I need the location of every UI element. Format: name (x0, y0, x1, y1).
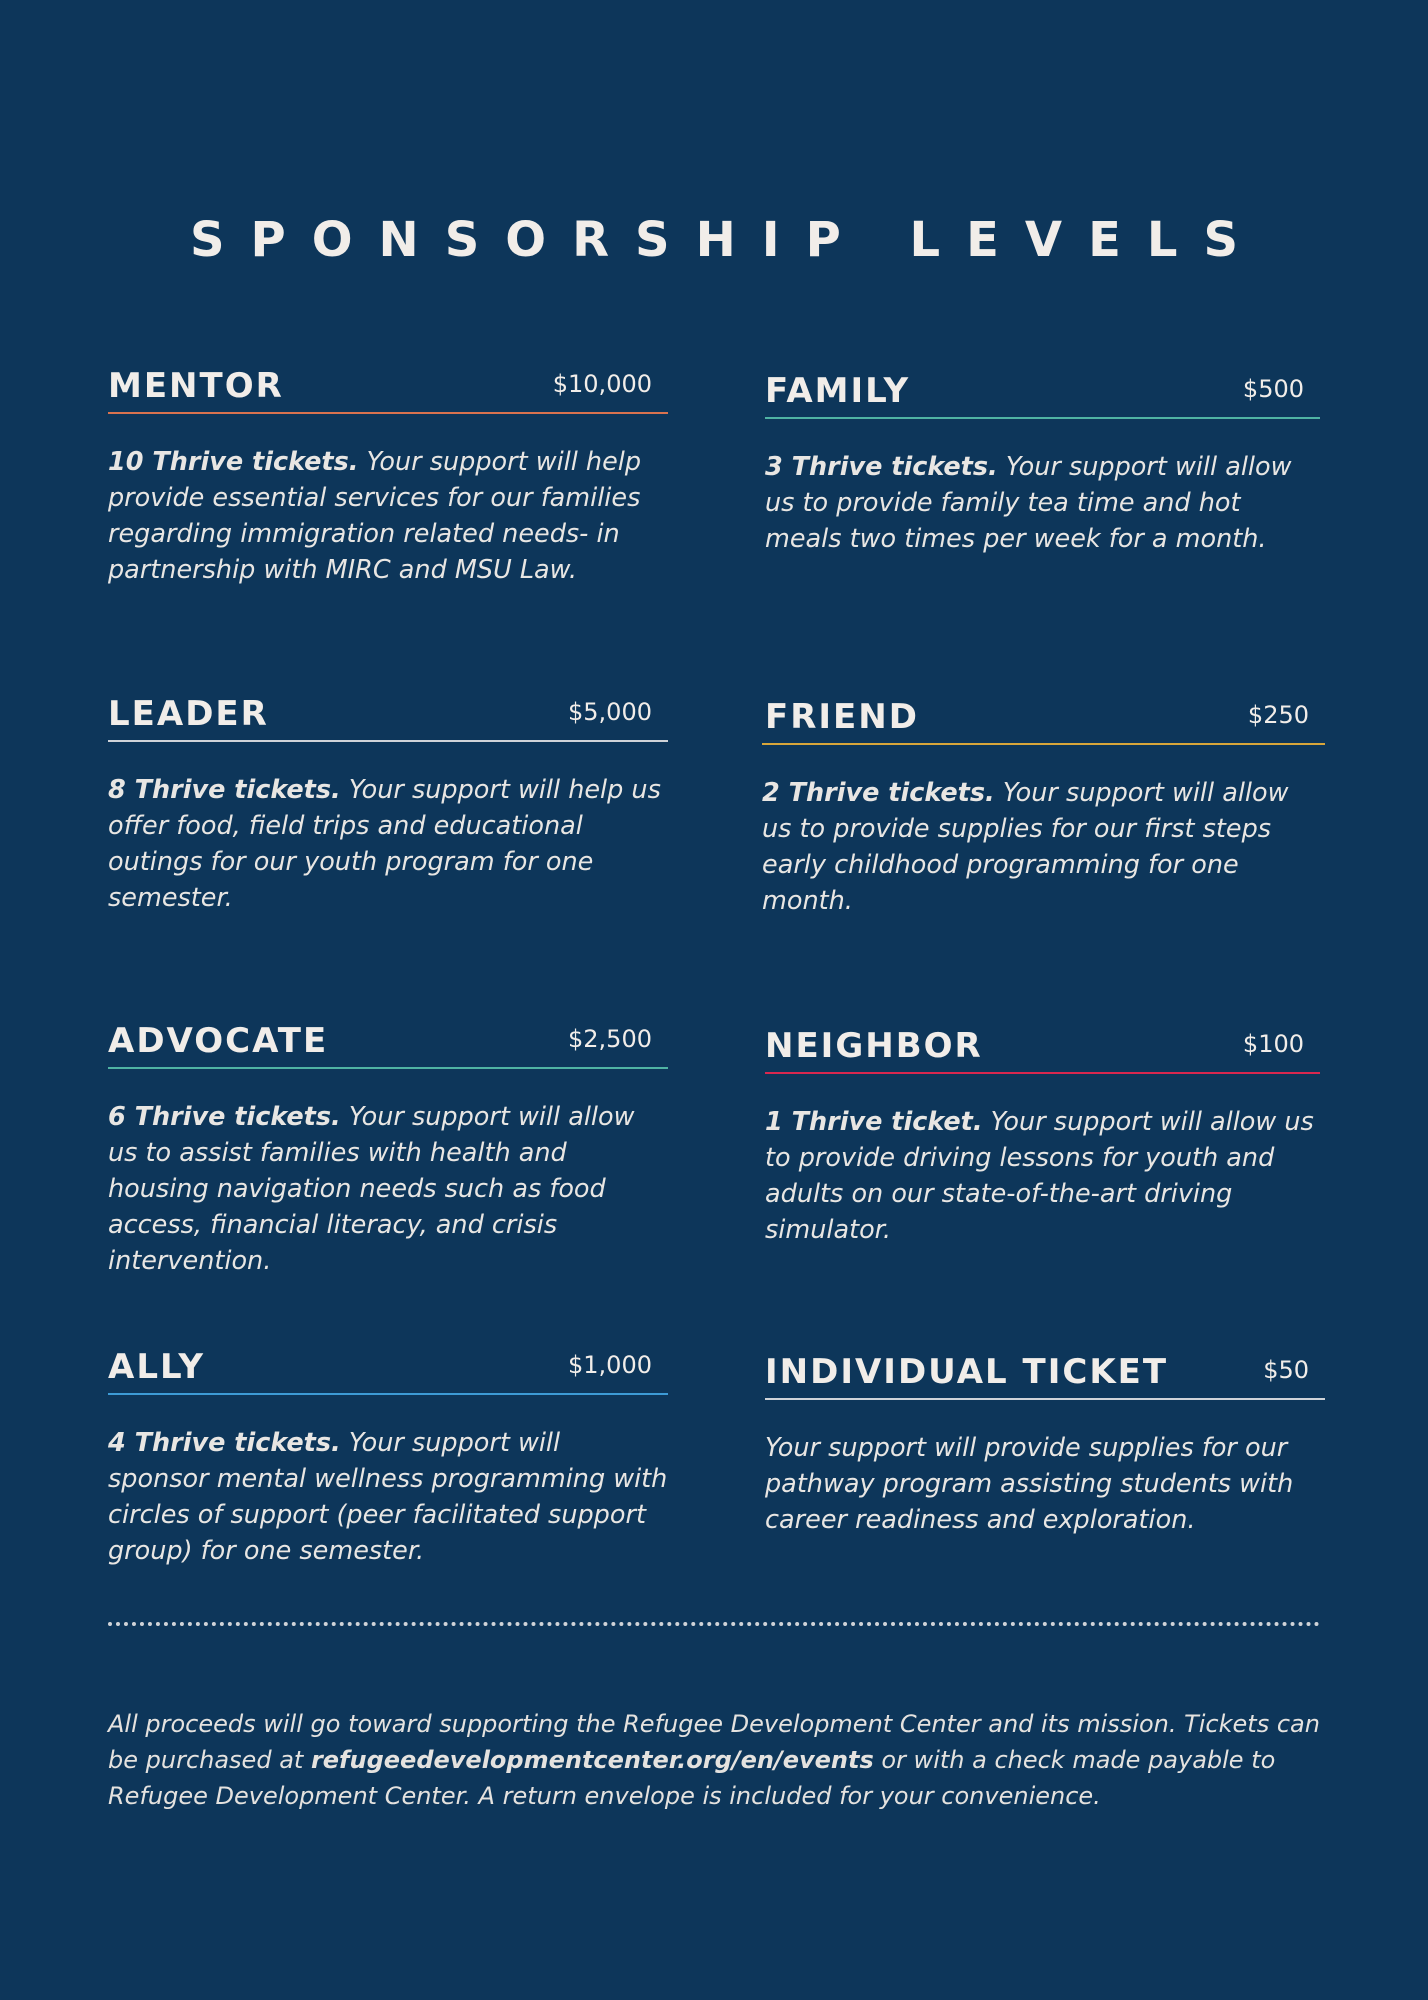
level-individual-ticket (765, 1350, 1325, 1538)
ticket-count: 8 Thrive tickets. (108, 775, 341, 805)
level-advocate (108, 1019, 668, 1279)
level-mentor (108, 364, 668, 588)
description-text: Your support will provide supplies for our pathway program assisting students with career readiness and exploration. (765, 1433, 1294, 1535)
footer-text: All proceeds will go toward supporting the Refugee Development Center and its mission. Tickets can be purchased at (108, 1710, 1320, 1774)
level-description (108, 444, 668, 588)
footer-note (108, 1706, 1323, 1814)
description-text: Your support will allow us to provide driving lessons for youth and adults on our state-of-the-art driving simulator. (765, 1107, 1314, 1245)
description-text: Your support will allow us to provide family tea time and hot meals two times per week for a month. (765, 452, 1292, 554)
footer-text: or with a check made payable to Refugee Development Center. A return envelope is included for your convenience. (108, 1746, 1276, 1810)
level-description (108, 1425, 668, 1569)
level-price: $10,000 (552, 370, 652, 398)
dotted-divider (108, 1622, 1320, 1626)
level-friend (762, 695, 1325, 919)
ticket-count: 10 Thrive tickets. (108, 447, 359, 477)
description-text: Your support will help us offer food, field trips and educational outings for our youth program for one semester. (108, 775, 661, 913)
page-title: SPONSORSHIP LEVELS (189, 212, 1265, 268)
level-price: $5,000 (568, 698, 652, 726)
level-description (762, 775, 1325, 919)
ticket-count: 4 Thrive tickets. (108, 1428, 341, 1458)
ticket-count: 1 Thrive ticket. (765, 1107, 983, 1137)
level-description (765, 449, 1320, 557)
description-text: Your support will sponsor mental wellness programming with circles of support (peer facilitated support group) for one semester. (108, 1428, 668, 1566)
level-name: FAMILY (765, 371, 911, 411)
events-link[interactable]: refugeedevelopmentcenter.org/en/events (310, 1746, 874, 1774)
level-neighbor (765, 1024, 1320, 1248)
level-price: $50 (1263, 1356, 1309, 1384)
level-leader (108, 692, 668, 916)
level-price: $100 (1242, 1030, 1304, 1058)
level-header (765, 369, 1320, 419)
level-header (108, 364, 668, 414)
level-price: $500 (1242, 375, 1304, 403)
level-name: ALLY (108, 1347, 205, 1387)
description-text: Your support will help provide essential services for our families regarding immigration related needs- in partnership with MIRC and MSU Law. (108, 447, 642, 585)
level-description (765, 1430, 1325, 1538)
description-text: Your support will allow us to assist families with health and housing navigation needs such as food access, financial literacy, and crisis intervention. (108, 1102, 635, 1276)
level-header (108, 692, 668, 742)
level-header (765, 1350, 1325, 1400)
level-header (765, 1024, 1320, 1074)
level-header (108, 1019, 668, 1069)
level-description (108, 1099, 668, 1279)
level-price: $250 (1247, 701, 1309, 729)
level-family (765, 369, 1320, 557)
level-ally (108, 1345, 668, 1569)
level-description (108, 772, 668, 916)
level-name: LEADER (108, 694, 269, 734)
level-header (108, 1345, 668, 1395)
level-header (762, 695, 1325, 745)
level-description (765, 1104, 1320, 1248)
ticket-count: 3 Thrive tickets. (765, 452, 998, 482)
level-name: NEIGHBOR (765, 1026, 983, 1066)
level-name: INDIVIDUAL TICKET (765, 1352, 1169, 1392)
description-text: Your support will allow us to provide supplies for our first steps early childhood programming for one month. (762, 778, 1289, 916)
ticket-count: 6 Thrive tickets. (108, 1102, 341, 1132)
level-price: $2,500 (568, 1025, 652, 1053)
level-price: $1,000 (568, 1351, 652, 1379)
level-name: MENTOR (108, 366, 284, 406)
level-name: ADVOCATE (108, 1021, 329, 1061)
level-name: FRIEND (765, 697, 919, 737)
ticket-count: 2 Thrive tickets. (762, 778, 995, 808)
